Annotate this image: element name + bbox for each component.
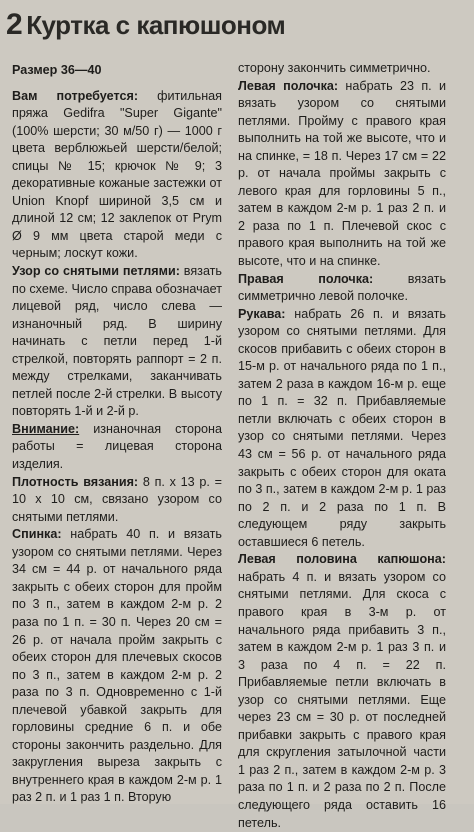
left-front-heading: Левая полочка: (238, 78, 339, 93)
title-text: Куртка с капюшоном (26, 10, 286, 40)
title-number: 2 (6, 8, 23, 41)
hood-heading: Левая половина капюшона: (238, 552, 446, 567)
pattern-text: вязать по схеме. Число справа обозначает лицевой ряд, число слева — изнаночный ряд. В ширину начинать с петли перед 1-й стрелкой, повторять раппорт = 2 п. между стрелками, заканчивать петлей после 2-й стрелки. В высоту повторять 1-й и 2-й р. (12, 264, 222, 419)
materials-heading: Вам потребуется: (12, 88, 139, 103)
sleeves-heading: Рукава: (238, 306, 286, 321)
gauge-text: 8 п. x 13 р. = 10 x 10 см, связано узором со снятыми петлями. (12, 474, 222, 524)
right-front-paragraph (238, 271, 446, 306)
hood-text: набрать 4 п. и вязать узором со снятыми петлями. Для скоса с правого края в 3-м р. от начального ряда прибавить 3 п., затем в каждом 2-м р. 1 раз 3 п. и 3 раза по 4 п. = 22 п. Прибавляемые петли включать в узор со снятыми петлями. Еще через 23 см = 30 р. от последней прибавки закрыть с правого края для скругления затылочной части 1 раз 2 п., затем в каждом 2-м р. 3 раза по 1 п. и 2 раза по 2 п. После следующего ряда оставить 16 петель. (238, 569, 446, 830)
back-continued-paragraph (238, 60, 446, 78)
materials-text: фитильная пряжа Gedifra "Super Gigante" (100% шерсти; 30 м/50 г) — 1000 г цвета верблюжьей шерсти/белой; спицы № 15; крючок № 9; 3 декоративные кожаные застежки от Union Knopf шириной 3,5 см и длиной 12 см; 12 заклепок от Prym Ø 9 мм цвета старой меди с черным; лоскут кожи. (12, 88, 223, 261)
page-title (6, 8, 285, 42)
gauge-heading: Плотность вязания: (12, 474, 139, 489)
attention-paragraph (12, 421, 222, 474)
back-heading: Спинка: (12, 527, 62, 542)
back-continued-text: сторону закончить симметрично. (238, 61, 431, 75)
left-front-paragraph (238, 78, 446, 271)
right-front-text: вязать симметрично левой полочке. (238, 271, 447, 304)
gauge-paragraph (12, 474, 222, 527)
right-column (238, 60, 446, 832)
back-text: набрать 40 п. и вязать узором со снятыми петлями. Через 34 см = 44 р. от начального ряда закрыть с обеих сторон для пройм по 3 п., затем в каждом 2-м р. 2 раза по 1 п. = 30 п. Через 20 см = 26 р. от начала пройм закрыть с обеих сторон для плечевых скосов по 3 п., затем в каждом 2-м р. 2 раза по 3 п. Одновременно с 1-й плечевой убавкой закрыть для горловины средние 6 п. и обе стороны закончить раздельно. Для закругления выреза закрыть с внутреннего края в каждом 2-м р. 1 раз 2 п. и 1 раз 1 п. Вторую (12, 527, 222, 805)
left-front-text: набрать 23 п. и вязать узором со снятыми петлями. Пройму с правого края выполнить на той же высоте, что и на спинке, = 18 п. Через 17 см = 22 р. от начала проймы закрыть с левого края для горловины 5 п., затем в каждом 2-м р. 1 раз 2 п. и 2 раза по 1 п. Плечевой скос с правого края выполнить на той же высоте, что и на спинке. (238, 78, 446, 269)
hood-paragraph (238, 551, 446, 832)
attention-heading: Внимание: (12, 421, 80, 436)
size-heading: Размер 36—40 (12, 63, 102, 77)
sleeves-paragraph (238, 306, 446, 552)
right-front-heading: Правая полочка: (238, 271, 374, 286)
pattern-heading: Узор со снятыми петлями: (12, 264, 180, 279)
sleeves-text: набрать 26 п. и вязать узором со снятыми петлями. Для скосов прибавить с обеих сторон в 15-м р. от начального ряда по 1 п., затем 2 раза в каждом 16-м р. еще по 1 п. = 32 п. Прибавляемые петли включать с обеих сторон в узор со снятыми петлями. Через 43 см = 56 р. от начального ряда закрыть с обеих сторон для оката по 3 п., затем в каждом 2-м р. 1 раз по 2 п. и 2 раза по 1 п. В следующем ряду закрыть оставшиеся 6 петель. (238, 306, 446, 549)
size-paragraph (12, 62, 222, 80)
back-paragraph (12, 526, 222, 807)
pattern-paragraph (12, 263, 222, 421)
attention-text: изнаночная сторона работы = лицевая сторона изделия. (12, 421, 222, 472)
materials-paragraph (12, 88, 222, 263)
left-column (12, 62, 222, 807)
